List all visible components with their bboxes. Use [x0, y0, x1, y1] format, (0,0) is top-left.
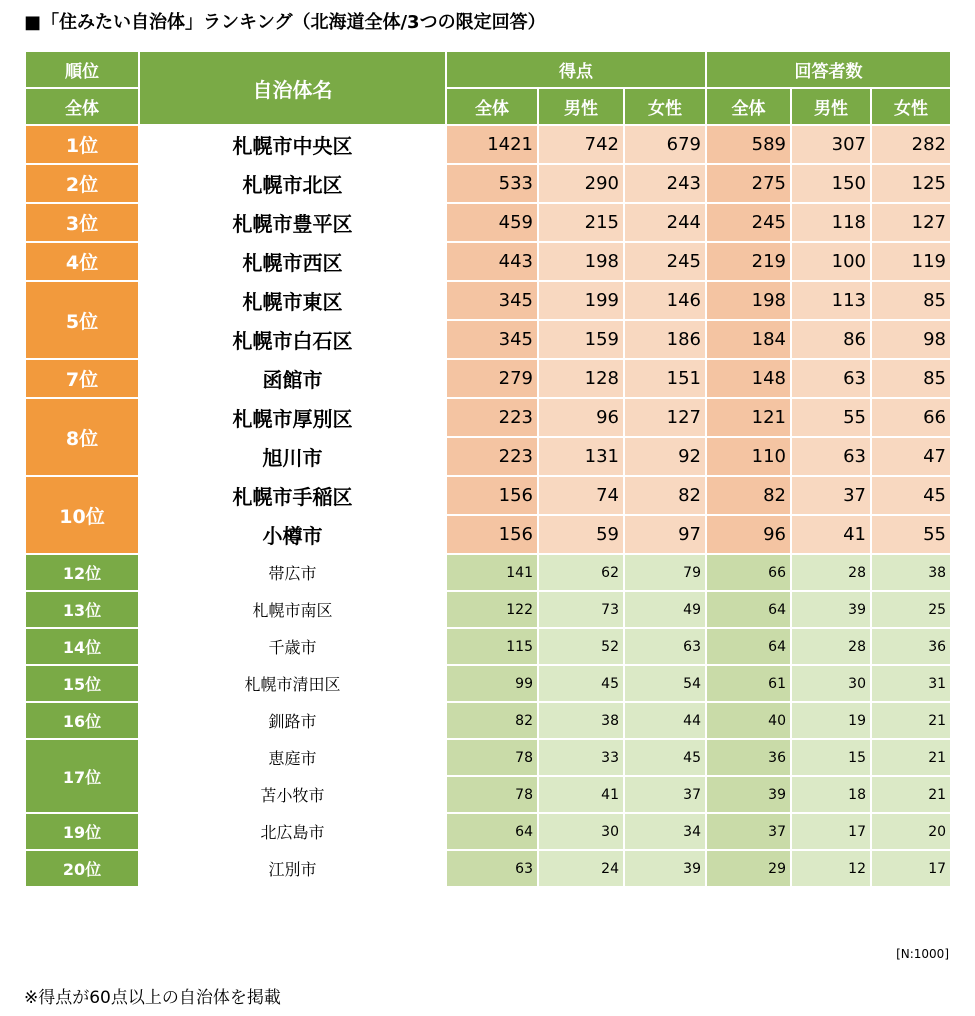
score-male: 96	[538, 398, 624, 437]
resp-female: 127	[871, 203, 951, 242]
score-all: 345	[446, 320, 538, 359]
municipality-name: 千歳市	[139, 628, 446, 665]
municipality-name: 札幌市白石区	[139, 320, 446, 359]
score-male: 128	[538, 359, 624, 398]
score-female: 39	[624, 850, 706, 887]
resp-female: 38	[871, 554, 951, 591]
resp-female: 125	[871, 164, 951, 203]
score-male: 24	[538, 850, 624, 887]
score-male: 215	[538, 203, 624, 242]
score-male: 59	[538, 515, 624, 554]
score-male: 41	[538, 776, 624, 813]
resp-all: 198	[706, 281, 791, 320]
municipality-name: 北広島市	[139, 813, 446, 850]
score-male: 198	[538, 242, 624, 281]
rank-cell: 12位	[25, 554, 139, 591]
resp-male: 17	[791, 813, 871, 850]
municipality-name: 苫小牧市	[139, 776, 446, 813]
municipality-name: 小樽市	[139, 515, 446, 554]
score-female: 63	[624, 628, 706, 665]
resp-male: 12	[791, 850, 871, 887]
rank-cell: 2位	[25, 164, 139, 203]
resp-all: 275	[706, 164, 791, 203]
page-title: ■「住みたい自治体」ランキング（北海道全体/3つの限定回答）	[24, 12, 546, 33]
sample-size-note: [N:1000]	[896, 947, 949, 961]
municipality-name: 札幌市中央区	[139, 125, 446, 164]
resp-male: 100	[791, 242, 871, 281]
municipality-name: 釧路市	[139, 702, 446, 739]
score-all: 533	[446, 164, 538, 203]
table-row	[25, 554, 951, 591]
resp-female: 98	[871, 320, 951, 359]
score-male: 74	[538, 476, 624, 515]
score-female: 49	[624, 591, 706, 628]
table-row	[25, 591, 951, 628]
score-female: 243	[624, 164, 706, 203]
score-female: 92	[624, 437, 706, 476]
municipality-name: 札幌市豊平区	[139, 203, 446, 242]
header-score: 得点	[446, 51, 706, 88]
resp-male: 28	[791, 554, 871, 591]
score-male: 33	[538, 739, 624, 776]
resp-female: 17	[871, 850, 951, 887]
header-score-all: 全体	[446, 88, 538, 125]
resp-male: 63	[791, 359, 871, 398]
resp-female: 55	[871, 515, 951, 554]
rank-cell: 14位	[25, 628, 139, 665]
resp-male: 37	[791, 476, 871, 515]
header-respondents: 回答者数	[706, 51, 951, 88]
score-female: 146	[624, 281, 706, 320]
resp-all: 37	[706, 813, 791, 850]
score-female: 54	[624, 665, 706, 702]
table-row	[25, 398, 951, 437]
score-all: 78	[446, 739, 538, 776]
resp-male: 63	[791, 437, 871, 476]
municipality-name: 恵庭市	[139, 739, 446, 776]
score-female: 82	[624, 476, 706, 515]
resp-all: 148	[706, 359, 791, 398]
resp-female: 282	[871, 125, 951, 164]
resp-all: 589	[706, 125, 791, 164]
table-row	[25, 242, 951, 281]
resp-male: 19	[791, 702, 871, 739]
rank-cell: 17位	[25, 739, 139, 813]
rank-cell: 15位	[25, 665, 139, 702]
resp-male: 307	[791, 125, 871, 164]
score-all: 63	[446, 850, 538, 887]
municipality-name: 旭川市	[139, 437, 446, 476]
table-row	[25, 125, 951, 164]
resp-all: 82	[706, 476, 791, 515]
resp-female: 45	[871, 476, 951, 515]
table-row	[25, 281, 951, 320]
table-row	[25, 515, 951, 554]
rank-cell: 19位	[25, 813, 139, 850]
score-all: 223	[446, 437, 538, 476]
score-female: 97	[624, 515, 706, 554]
table-row	[25, 437, 951, 476]
score-male: 199	[538, 281, 624, 320]
resp-male: 41	[791, 515, 871, 554]
resp-all: 184	[706, 320, 791, 359]
rank-cell: 7位	[25, 359, 139, 398]
score-male: 73	[538, 591, 624, 628]
municipality-name: 札幌市厚別区	[139, 398, 446, 437]
score-female: 44	[624, 702, 706, 739]
score-female: 151	[624, 359, 706, 398]
table-row	[25, 739, 951, 776]
rank-cell: 10位	[25, 476, 139, 554]
score-female: 245	[624, 242, 706, 281]
municipality-name: 江別市	[139, 850, 446, 887]
resp-male: 28	[791, 628, 871, 665]
municipality-name: 札幌市南区	[139, 591, 446, 628]
score-all: 156	[446, 476, 538, 515]
resp-all: 245	[706, 203, 791, 242]
resp-all: 219	[706, 242, 791, 281]
score-all: 64	[446, 813, 538, 850]
resp-male: 118	[791, 203, 871, 242]
score-female: 186	[624, 320, 706, 359]
score-all: 156	[446, 515, 538, 554]
resp-female: 31	[871, 665, 951, 702]
resp-female: 25	[871, 591, 951, 628]
rank-cell: 16位	[25, 702, 139, 739]
rank-cell: 20位	[25, 850, 139, 887]
score-all: 279	[446, 359, 538, 398]
resp-female: 119	[871, 242, 951, 281]
score-all: 1421	[446, 125, 538, 164]
score-female: 37	[624, 776, 706, 813]
table-row	[25, 476, 951, 515]
score-all: 99	[446, 665, 538, 702]
header-rank-overall: 全体	[25, 88, 139, 125]
table-row	[25, 359, 951, 398]
municipality-name: 札幌市西区	[139, 242, 446, 281]
municipality-name: 札幌市北区	[139, 164, 446, 203]
header-resp-male: 男性	[791, 88, 871, 125]
score-male: 159	[538, 320, 624, 359]
resp-all: 66	[706, 554, 791, 591]
resp-all: 39	[706, 776, 791, 813]
resp-male: 18	[791, 776, 871, 813]
resp-all: 64	[706, 591, 791, 628]
header-resp-all: 全体	[706, 88, 791, 125]
resp-female: 21	[871, 739, 951, 776]
score-all: 82	[446, 702, 538, 739]
table-row	[25, 164, 951, 203]
score-female: 45	[624, 739, 706, 776]
score-male: 30	[538, 813, 624, 850]
score-all: 122	[446, 591, 538, 628]
score-male: 45	[538, 665, 624, 702]
score-all: 345	[446, 281, 538, 320]
resp-all: 40	[706, 702, 791, 739]
score-all: 223	[446, 398, 538, 437]
rank-cell: 8位	[25, 398, 139, 476]
resp-male: 39	[791, 591, 871, 628]
rank-cell: 3位	[25, 203, 139, 242]
table-row	[25, 320, 951, 359]
municipality-name: 札幌市東区	[139, 281, 446, 320]
score-male: 290	[538, 164, 624, 203]
score-female: 34	[624, 813, 706, 850]
score-male: 62	[538, 554, 624, 591]
score-all: 78	[446, 776, 538, 813]
resp-all: 96	[706, 515, 791, 554]
resp-female: 36	[871, 628, 951, 665]
score-male: 52	[538, 628, 624, 665]
resp-male: 113	[791, 281, 871, 320]
resp-all: 121	[706, 398, 791, 437]
resp-female: 20	[871, 813, 951, 850]
resp-male: 30	[791, 665, 871, 702]
municipality-name: 札幌市手稲区	[139, 476, 446, 515]
municipality-name: 札幌市清田区	[139, 665, 446, 702]
score-male: 38	[538, 702, 624, 739]
header-name: 自治体名	[139, 51, 446, 125]
footnote: ※得点が60点以上の自治体を掲載	[24, 988, 281, 1008]
header-score-female: 女性	[624, 88, 706, 125]
table-row	[25, 665, 951, 702]
resp-female: 85	[871, 281, 951, 320]
municipality-name: 帯広市	[139, 554, 446, 591]
resp-male: 55	[791, 398, 871, 437]
score-male: 742	[538, 125, 624, 164]
score-female: 679	[624, 125, 706, 164]
table-row	[25, 203, 951, 242]
score-all: 141	[446, 554, 538, 591]
rank-cell: 13位	[25, 591, 139, 628]
table-row	[25, 628, 951, 665]
resp-all: 36	[706, 739, 791, 776]
header-rank: 順位	[25, 51, 139, 88]
resp-all: 29	[706, 850, 791, 887]
table-row	[25, 702, 951, 739]
table-row	[25, 776, 951, 813]
resp-female: 47	[871, 437, 951, 476]
resp-female: 21	[871, 776, 951, 813]
resp-male: 15	[791, 739, 871, 776]
rank-cell: 5位	[25, 281, 139, 359]
header-resp-female: 女性	[871, 88, 951, 125]
rank-cell: 4位	[25, 242, 139, 281]
resp-female: 85	[871, 359, 951, 398]
table-row	[25, 813, 951, 850]
score-all: 443	[446, 242, 538, 281]
resp-male: 86	[791, 320, 871, 359]
table-row	[25, 850, 951, 887]
resp-all: 61	[706, 665, 791, 702]
ranking-table	[24, 50, 952, 888]
rank-cell: 1位	[25, 125, 139, 164]
score-female: 244	[624, 203, 706, 242]
header-score-male: 男性	[538, 88, 624, 125]
score-all: 115	[446, 628, 538, 665]
score-female: 79	[624, 554, 706, 591]
score-all: 459	[446, 203, 538, 242]
resp-female: 21	[871, 702, 951, 739]
municipality-name: 函館市	[139, 359, 446, 398]
resp-female: 66	[871, 398, 951, 437]
score-female: 127	[624, 398, 706, 437]
resp-all: 110	[706, 437, 791, 476]
resp-male: 150	[791, 164, 871, 203]
score-male: 131	[538, 437, 624, 476]
resp-all: 64	[706, 628, 791, 665]
